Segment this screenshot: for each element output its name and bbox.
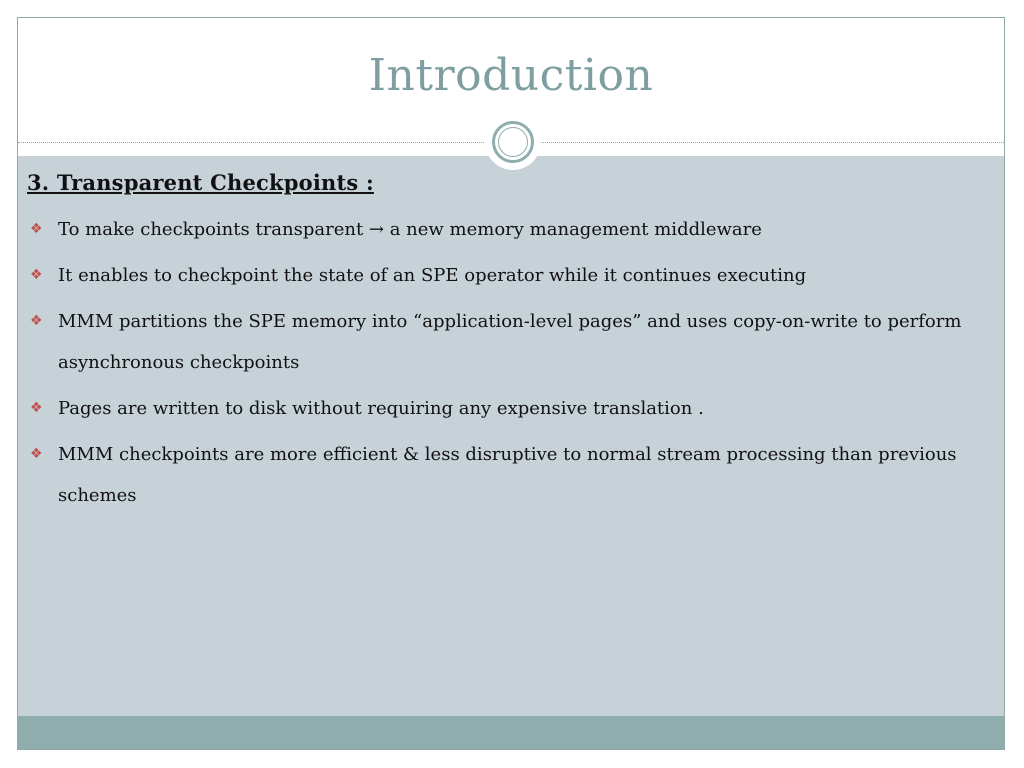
bullet-item [27, 209, 962, 250]
bullet-item [27, 388, 962, 429]
ornament-ring [492, 121, 534, 163]
bullet-list [27, 209, 962, 516]
diamond-bullet-icon: ❖ [30, 313, 43, 329]
ornament-inner-ring [498, 127, 528, 157]
diamond-bullet-icon: ❖ [30, 400, 43, 416]
bullet-text: It enables to checkpoint the state of an SPE operator while it continues executing [58, 265, 807, 286]
bullet-item [27, 255, 962, 296]
circle-ornament-icon [485, 114, 541, 170]
bullet-item [27, 301, 962, 383]
diamond-bullet-icon: ❖ [30, 221, 43, 237]
diamond-bullet-icon: ❖ [30, 267, 43, 283]
slide-body [27, 170, 962, 521]
section-subheading: 3. Transparent Checkpoints : [27, 170, 374, 195]
slide-title: Introduction [368, 50, 654, 101]
footer-band [18, 716, 1004, 750]
bullet-text: MMM partitions the SPE memory into “application-level pages” and uses copy-on-write to perform asynchronous checkpoints [58, 311, 962, 373]
diamond-bullet-icon: ❖ [30, 446, 43, 462]
bullet-text: MMM checkpoints are more efficient & less disruptive to normal stream processing than previous schemes [58, 444, 957, 506]
bullet-text: Pages are written to disk without requiring any expensive translation . [58, 398, 704, 419]
bullet-text: To make checkpoints transparent → a new memory management middleware [58, 219, 762, 240]
bullet-item [27, 434, 962, 516]
